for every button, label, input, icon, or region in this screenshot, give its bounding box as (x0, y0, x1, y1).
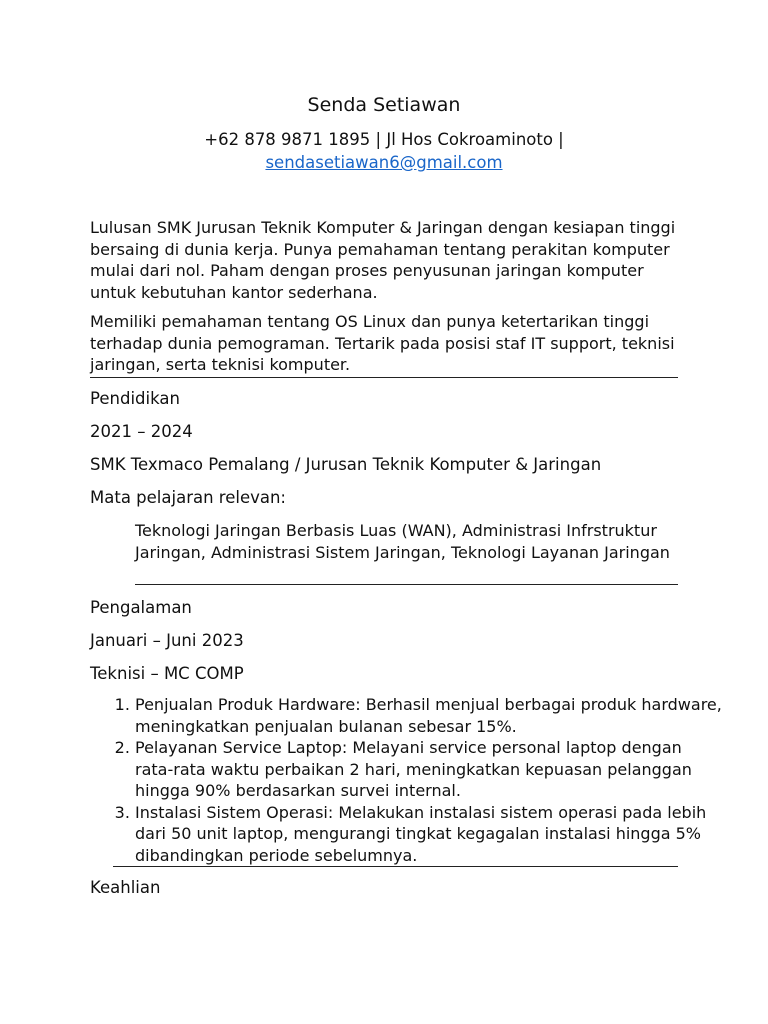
applicant-name: Senda Setiawan (307, 94, 461, 116)
list-item: 2. Pelayanan Service Laptop: Melayani service personal laptop dengan rata-rata waktu perbaikan 2 hari, meningkatkan kepuasan pelanggan hingga 90% berdasarkan survei internal. (135, 737, 725, 802)
list-item: 1. Penjualan Produk Hardware: Berhasil menjual berbagai produk hardware, meningkatkan penjualan bulanan sebesar 15%. (135, 694, 725, 737)
subjects-label: Mata pelajaran relevan: (90, 488, 286, 507)
email-link[interactable]: sendasetiawan6@gmail.com (265, 153, 503, 172)
section-divider-summary (90, 377, 678, 378)
summary-paragraph-2: Memiliki pemahaman tentang OS Linux dan punya ketertarikan tinggi terhadap dunia pemograman. Tertarik pada posisi staf IT support, teknisi jaringan, serta teknisi komputer. (90, 312, 675, 374)
education-period: 2021 – 2024 (90, 422, 193, 441)
experience-list (90, 694, 725, 866)
experience-heading: Pengalaman (90, 598, 192, 617)
experience-role: Teknisi – MC COMP (90, 664, 244, 683)
experience-period: Januari – Juni 2023 (90, 631, 244, 650)
summary-paragraph-1: Lulusan SMK Jurusan Teknik Komputer & Jaringan dengan kesiapan tinggi bersaing di dunia kerja. Punya pemahaman tentang perakitan komputer mulai dari nol. Paham dengan proses penyusunan jaringan komputer untuk kebutuhan kantor sederhana. (90, 218, 676, 302)
list-item: 3. Instalasi Sistem Operasi: Melakukan instalasi sistem operasi pada lebih dari 50 unit laptop, mengurangi tingkat kegagalan instalasi hingga 5% dibandingkan periode sebelumnya. (135, 802, 725, 867)
section-divider-education (135, 584, 678, 585)
contact-block (0, 128, 768, 174)
contact-line: +62 878 9871 1895 | Jl Hos Cokroaminoto | (204, 130, 564, 149)
section-divider-experience (113, 866, 678, 867)
skills-heading: Keahlian (90, 878, 161, 897)
relevant-subjects: Teknologi Jaringan Berbasis Luas (WAN), Administrasi Infrstruktur Jaringan, Administrasi Sistem Jaringan, Teknologi Layanan Jaringan (135, 521, 670, 562)
education-heading: Pendidikan (90, 389, 180, 408)
education-school: SMK Texmaco Pemalang / Jurusan Teknik Komputer & Jaringan (90, 455, 602, 474)
